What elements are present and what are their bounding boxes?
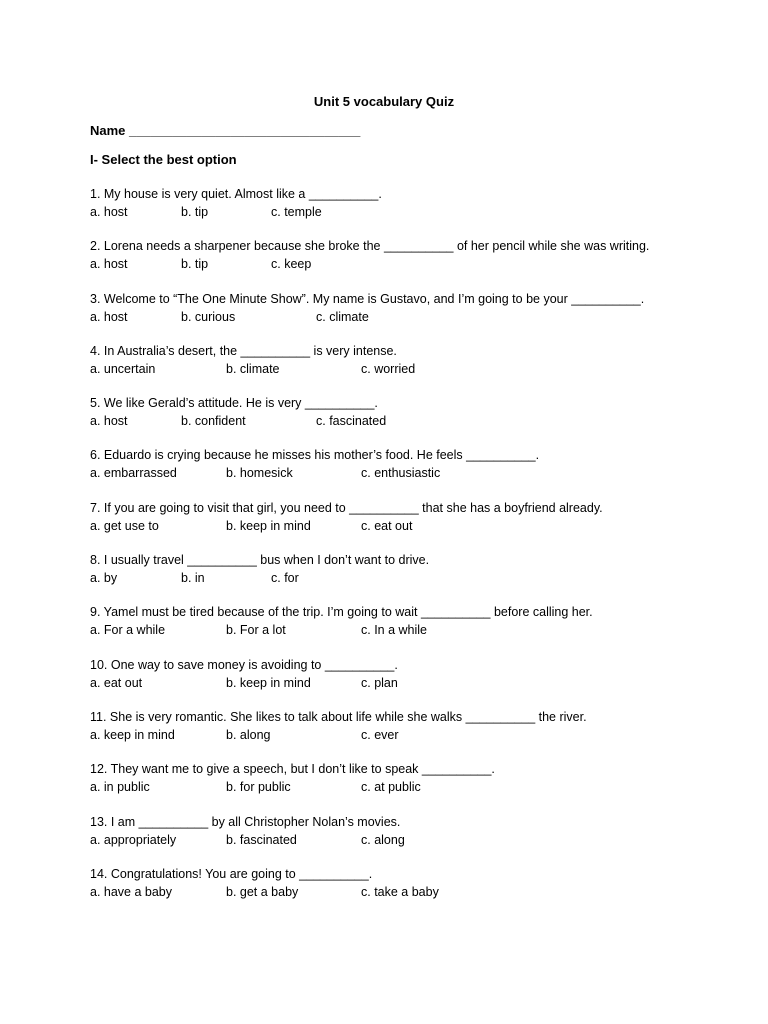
option-c: c. take a baby bbox=[361, 884, 439, 899]
option-c: c. keep bbox=[271, 257, 312, 272]
option-b: b. keep in mind bbox=[226, 518, 311, 533]
question-text: 14. Congratulations! You are going to __________. bbox=[90, 866, 373, 881]
question-text: 12. They want me to give a speech, but I don’t like to speak __________. bbox=[90, 762, 495, 777]
option-row bbox=[90, 360, 730, 378]
option-a: a. host bbox=[90, 257, 128, 272]
option-c: c. eat out bbox=[361, 518, 413, 533]
option-c: c. enthusiastic bbox=[361, 466, 441, 481]
question-text: 11. She is very romantic. She likes to talk about life while she walks __________ the river. bbox=[90, 709, 587, 724]
option-row bbox=[90, 569, 730, 587]
option-row bbox=[90, 674, 730, 692]
option-c: c. at public bbox=[361, 780, 421, 795]
question-item bbox=[90, 656, 730, 708]
question-item bbox=[90, 185, 730, 237]
option-row bbox=[90, 255, 730, 273]
option-c: c. plan bbox=[361, 675, 398, 690]
option-row bbox=[90, 726, 730, 744]
name-field: Name ________________________________ bbox=[90, 123, 361, 138]
option-a: a. get use to bbox=[90, 518, 159, 533]
option-a: a. uncertain bbox=[90, 361, 156, 376]
question-item bbox=[90, 446, 730, 498]
option-a: a. host bbox=[90, 309, 128, 324]
option-a: a. keep in mind bbox=[90, 727, 175, 742]
option-b: b. For a lot bbox=[226, 623, 286, 638]
option-c: c. In a while bbox=[361, 623, 428, 638]
option-a: a. appropriately bbox=[90, 832, 177, 847]
option-b: b. confident bbox=[181, 414, 246, 429]
option-c: c. ever bbox=[361, 727, 399, 742]
question-item bbox=[90, 708, 730, 760]
question-text: 3. Welcome to “The One Minute Show”. My name is Gustavo, and I’m going to be your __________. bbox=[90, 291, 645, 306]
option-a: a. host bbox=[90, 205, 128, 219]
option-c: c. climate bbox=[316, 309, 369, 324]
option-b: b. along bbox=[226, 727, 271, 742]
question-text: 8. I usually travel __________ bus when I don’t want to drive. bbox=[90, 553, 430, 568]
question-text: 1. My house is very quiet. Almost like a __________. bbox=[90, 187, 382, 201]
question-item bbox=[90, 813, 730, 865]
question-text: 10. One way to save money is avoiding to __________. bbox=[90, 657, 398, 672]
option-c: c. along bbox=[361, 832, 405, 847]
option-b: b. keep in mind bbox=[226, 675, 311, 690]
option-c: c. worried bbox=[361, 361, 416, 376]
option-b: b. curious bbox=[181, 309, 236, 324]
question-list bbox=[90, 185, 730, 917]
question-item bbox=[90, 499, 730, 551]
question-item bbox=[90, 760, 730, 812]
option-row bbox=[90, 203, 730, 221]
question-text: 9. Yamel must be tired because of the trip. I’m going to wait __________ before calling her. bbox=[90, 605, 593, 620]
question-text: 5. We like Gerald’s attitude. He is very __________. bbox=[90, 396, 378, 411]
question-item bbox=[90, 394, 730, 446]
question-text: 6. Eduardo is crying because he misses his mother’s food. He feels __________. bbox=[90, 448, 540, 463]
option-b: b. tip bbox=[181, 257, 209, 272]
option-c: c. fascinated bbox=[316, 414, 387, 429]
option-a: a. have a baby bbox=[90, 884, 173, 899]
option-b: b. climate bbox=[226, 361, 280, 376]
option-a: a. eat out bbox=[90, 675, 143, 690]
option-b: b. fascinated bbox=[226, 832, 297, 847]
question-item bbox=[90, 603, 730, 655]
question-item bbox=[90, 865, 730, 917]
option-row bbox=[90, 308, 730, 326]
option-row bbox=[90, 883, 730, 901]
option-row bbox=[90, 778, 730, 796]
option-a: a. For a while bbox=[90, 623, 166, 638]
question-item bbox=[90, 551, 730, 603]
question-text: 4. In Australia’s desert, the __________ is very intense. bbox=[90, 343, 397, 358]
option-row bbox=[90, 517, 730, 535]
option-c: c. for bbox=[271, 571, 299, 586]
question-item bbox=[90, 237, 730, 289]
option-a: a. in public bbox=[90, 780, 150, 795]
option-a: a. by bbox=[90, 571, 118, 586]
question-text: 13. I am __________ by all Christopher Nolan’s movies. bbox=[90, 814, 401, 829]
option-row bbox=[90, 464, 730, 482]
option-a: a. host bbox=[90, 414, 128, 429]
option-a: a. embarrassed bbox=[90, 466, 177, 481]
option-row bbox=[90, 412, 730, 430]
question-text: 7. If you are going to visit that girl, you need to __________ that she has a boyfriend already. bbox=[90, 500, 603, 515]
option-b: b. tip bbox=[181, 205, 209, 219]
option-b: b. homesick bbox=[226, 466, 293, 481]
option-b: b. get a baby bbox=[226, 884, 299, 899]
question-item bbox=[90, 290, 730, 342]
option-b: b. in bbox=[181, 571, 205, 586]
option-row bbox=[90, 831, 730, 849]
section-heading: I- Select the best option bbox=[90, 152, 237, 167]
quiz-title: Unit 5 vocabulary Quiz bbox=[313, 94, 455, 109]
option-c: c. temple bbox=[271, 205, 322, 219]
question-item bbox=[90, 342, 730, 394]
question-text: 2. Lorena needs a sharpener because she broke the __________ of her pencil while she was writing. bbox=[90, 239, 650, 254]
option-b: b. for public bbox=[226, 780, 291, 795]
option-row bbox=[90, 621, 730, 639]
